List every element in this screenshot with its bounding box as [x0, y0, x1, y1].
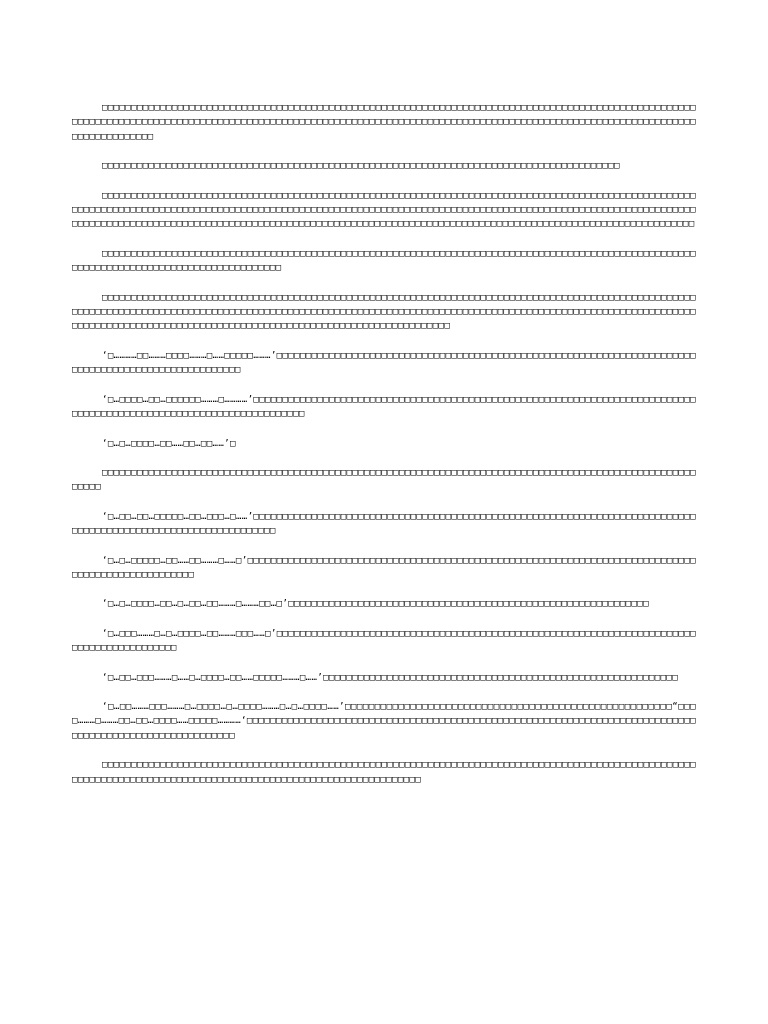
- paragraph: ‘□…□□………□□□………□…□□□□…□…□□□□………□…□…□□□□……’□□□□□□□□□□□□□□□□□□□□□□□□□□□□□□□□□□□□□□□□□□□□□□□□□□□□□□□“□□□□………□………□□…□□…□□□□……□□□□□…………‘□□□□□□□□□□□□□□□□□□□□□□□□□□□□□□□□□□□□□□□□□□□□□□□□□□□□□□□□□□□□□□□□□□□□□□□□□□□□□□□□□□□□□□□□□□□□□□□□□□□□□□□□□: [72, 701, 696, 741]
- paragraph: ‘□…□□□………□…□…□□□□…□□………□□□……□’□□□□□□□□□□□□□□□□□□□□□□□□□□□□□□□□□□□□□□□□□□□□□□□□□□□□□□□□□□□□□□□□□□□□□□□□□□□□□□□□□□□□□□□□□□: [72, 628, 696, 654]
- paragraph: ‘□…………□□………□□□□………□……□□□□□………’□□□□□□□□□□□□□□□□□□□□□□□□□□□□□□□□□□□□□□□□□□□□□□□□□□□□□□□□□□□□□□□□□□□□□□□□□□□□□□□□□□□□□□□□□□□□□□□□□□□□□: [72, 350, 696, 376]
- paragraph: ‘□…□…□□□□□…□□……□□………□……□’□□□□□□□□□□□□□□□□□□□□□□□□□□□□□□□□□□□□□□□□□□□□□□□□□□□□□□□□□□□□□□□□□□□□□□□□□□□□□□□□□□□□□□□□□□□□□□□□□□: [72, 555, 696, 580]
- paragraph: □□□□□□□□□□□□□□□□□□□□□□□□□□□□□□□□□□□□□□□□□□□□□□□□□□□□□□□□□□□□□□□□□□□□□□□□□□□□□□□□□□□□□□□□□: [102, 161, 620, 172]
- paragraph: □□□□□□□□□□□□□□□□□□□□□□□□□□□□□□□□□□□□□□□□□□□□□□□□□□□□□□□□□□□□□□□□□□□□□□□□□□□□□□□□□□□□□□□□□□□□□□□□□□□□□□□□□□□□□□□□□□□□□□□□□□□□□□□□□□□□□□□□□□□□□□□□□□□□□□□□□□□□□□□□□□□□□□□□□□□□□□□□□□□□□□□□□□□□□□□□□□□□□□□□□□□□□□□□□□□□□□□□□□□□□□□□□□□□□□□□□□□□□□□□□□□□□□□□□□□□□□□□□□□□□□□□□□□□□□□□□□□□□□□□□□□□□□□□□□□□□□□□□□□□□□□□□□□□□□□□□□□□: [72, 190, 696, 230]
- paragraph: □□□□□□□□□□□□□□□□□□□□□□□□□□□□□□□□□□□□□□□□□□□□□□□□□□□□□□□□□□□□□□□□□□□□□□□□□□□□□□□□□□□□□□□□□□□□□□□□□□□□□□□□□□□□□□□□□□□□□□□□□□□□□□□□□□□□□□□□□□: [72, 248, 696, 274]
- paragraph: □□□□□□□□□□□□□□□□□□□□□□□□□□□□□□□□□□□□□□□□□□□□□□□□□□□□□□□□□□□□□□□□□□□□□□□□□□□□□□□□□□□□□□□□□□□□□□□□□□□□□□□□□□□□□□□□□□□□□□□□□□□□□□□□□□□□□□□□□□□□□□□□□□□□□□□□□□□□□□□□□□: [72, 760, 696, 785]
- paragraph: ‘□…□□…□□□………□……□…□□□□…□□……□□□□□………□……’□□□□□□□□□□□□□□□□□□□□□□□□□□□□□□□□□□□□□□□□□□□□□□□□□□□□□□□□□□□□□: [102, 672, 679, 683]
- paragraph: ‘□…□…□□□□…□□…□…□□…□□………□………□□…□’□□□□□□□□□□□□□□□□□□□□□□□□□□□□□□□□□□□□□□□□□□□□□□□□□□□□□□□□□□□□□□: [102, 599, 649, 610]
- paragraph: ‘□…□…□□□□…□□……□□…□□……’□: [102, 438, 236, 449]
- paragraph: ‘□…□□□□…□□…□□□□□□………□…………’□□□□□□□□□□□□□□□□□□□□□□□□□□□□□□□□□□□□□□□□□□□□□□□□□□□□□□□□□□□□□□□□□□□□□□□□□□□□□□□□□□□□□□□□□□□□□□□□□□□□□□□□□□□□□□□□□□□□: [72, 394, 696, 420]
- paragraph: □□□□□□□□□□□□□□□□□□□□□□□□□□□□□□□□□□□□□□□□□□□□□□□□□□□□□□□□□□□□□□□□□□□□□□□□□□□□□□□□□□□□□□□□□□□□□□□□□□□□□□□□□□□□□□□□□□□□□□□□□□□□□□□□□□□□□□□□□□□□□□□□□□□□□□□□□□□□□□□□□□□□□□□□□□□□□□□□□□□□□□□□□□□□□□□□□□□□□□□□□□□□□□□□□□□□□□□□□□□□□□□: [72, 103, 696, 142]
- paragraph: □□□□□□□□□□□□□□□□□□□□□□□□□□□□□□□□□□□□□□□□□□□□□□□□□□□□□□□□□□□□□□□□□□□□□□□□□□□□□□□□□□□□□□□□□□□□□□□□□□□□□□□□□□□: [72, 467, 696, 493]
- paragraph: □□□□□□□□□□□□□□□□□□□□□□□□□□□□□□□□□□□□□□□□□□□□□□□□□□□□□□□□□□□□□□□□□□□□□□□□□□□□□□□□□□□□□□□□□□□□□□□□□□□□□□□□□□□□□□□□□□□□□□□□□□□□□□□□□□□□□□□□□□□□□□□□□□□□□□□□□□□□□□□□□□□□□□□□□□□□□□□□□□□□□□□□□□□□□□□□□□□□□□□□□□□□□□□□□□□□□□□□□□□□□□□□□□□□□□□□□□□□□□□□□□□□□□□□□□□□□□□□□□□□□□□□□□□□□□□□□□: [72, 292, 696, 332]
- paragraph: ‘□…□□…□□…□□□□□…□□…□□□…□……’□□□□□□□□□□□□□□□□□□□□□□□□□□□□□□□□□□□□□□□□□□□□□□□□□□□□□□□□□□□□□□□□□□□□□□□□□□□□□□□□□□□□□□□□□□□□□□□□□□□□□□□□□□□□□□□: [72, 511, 696, 537]
